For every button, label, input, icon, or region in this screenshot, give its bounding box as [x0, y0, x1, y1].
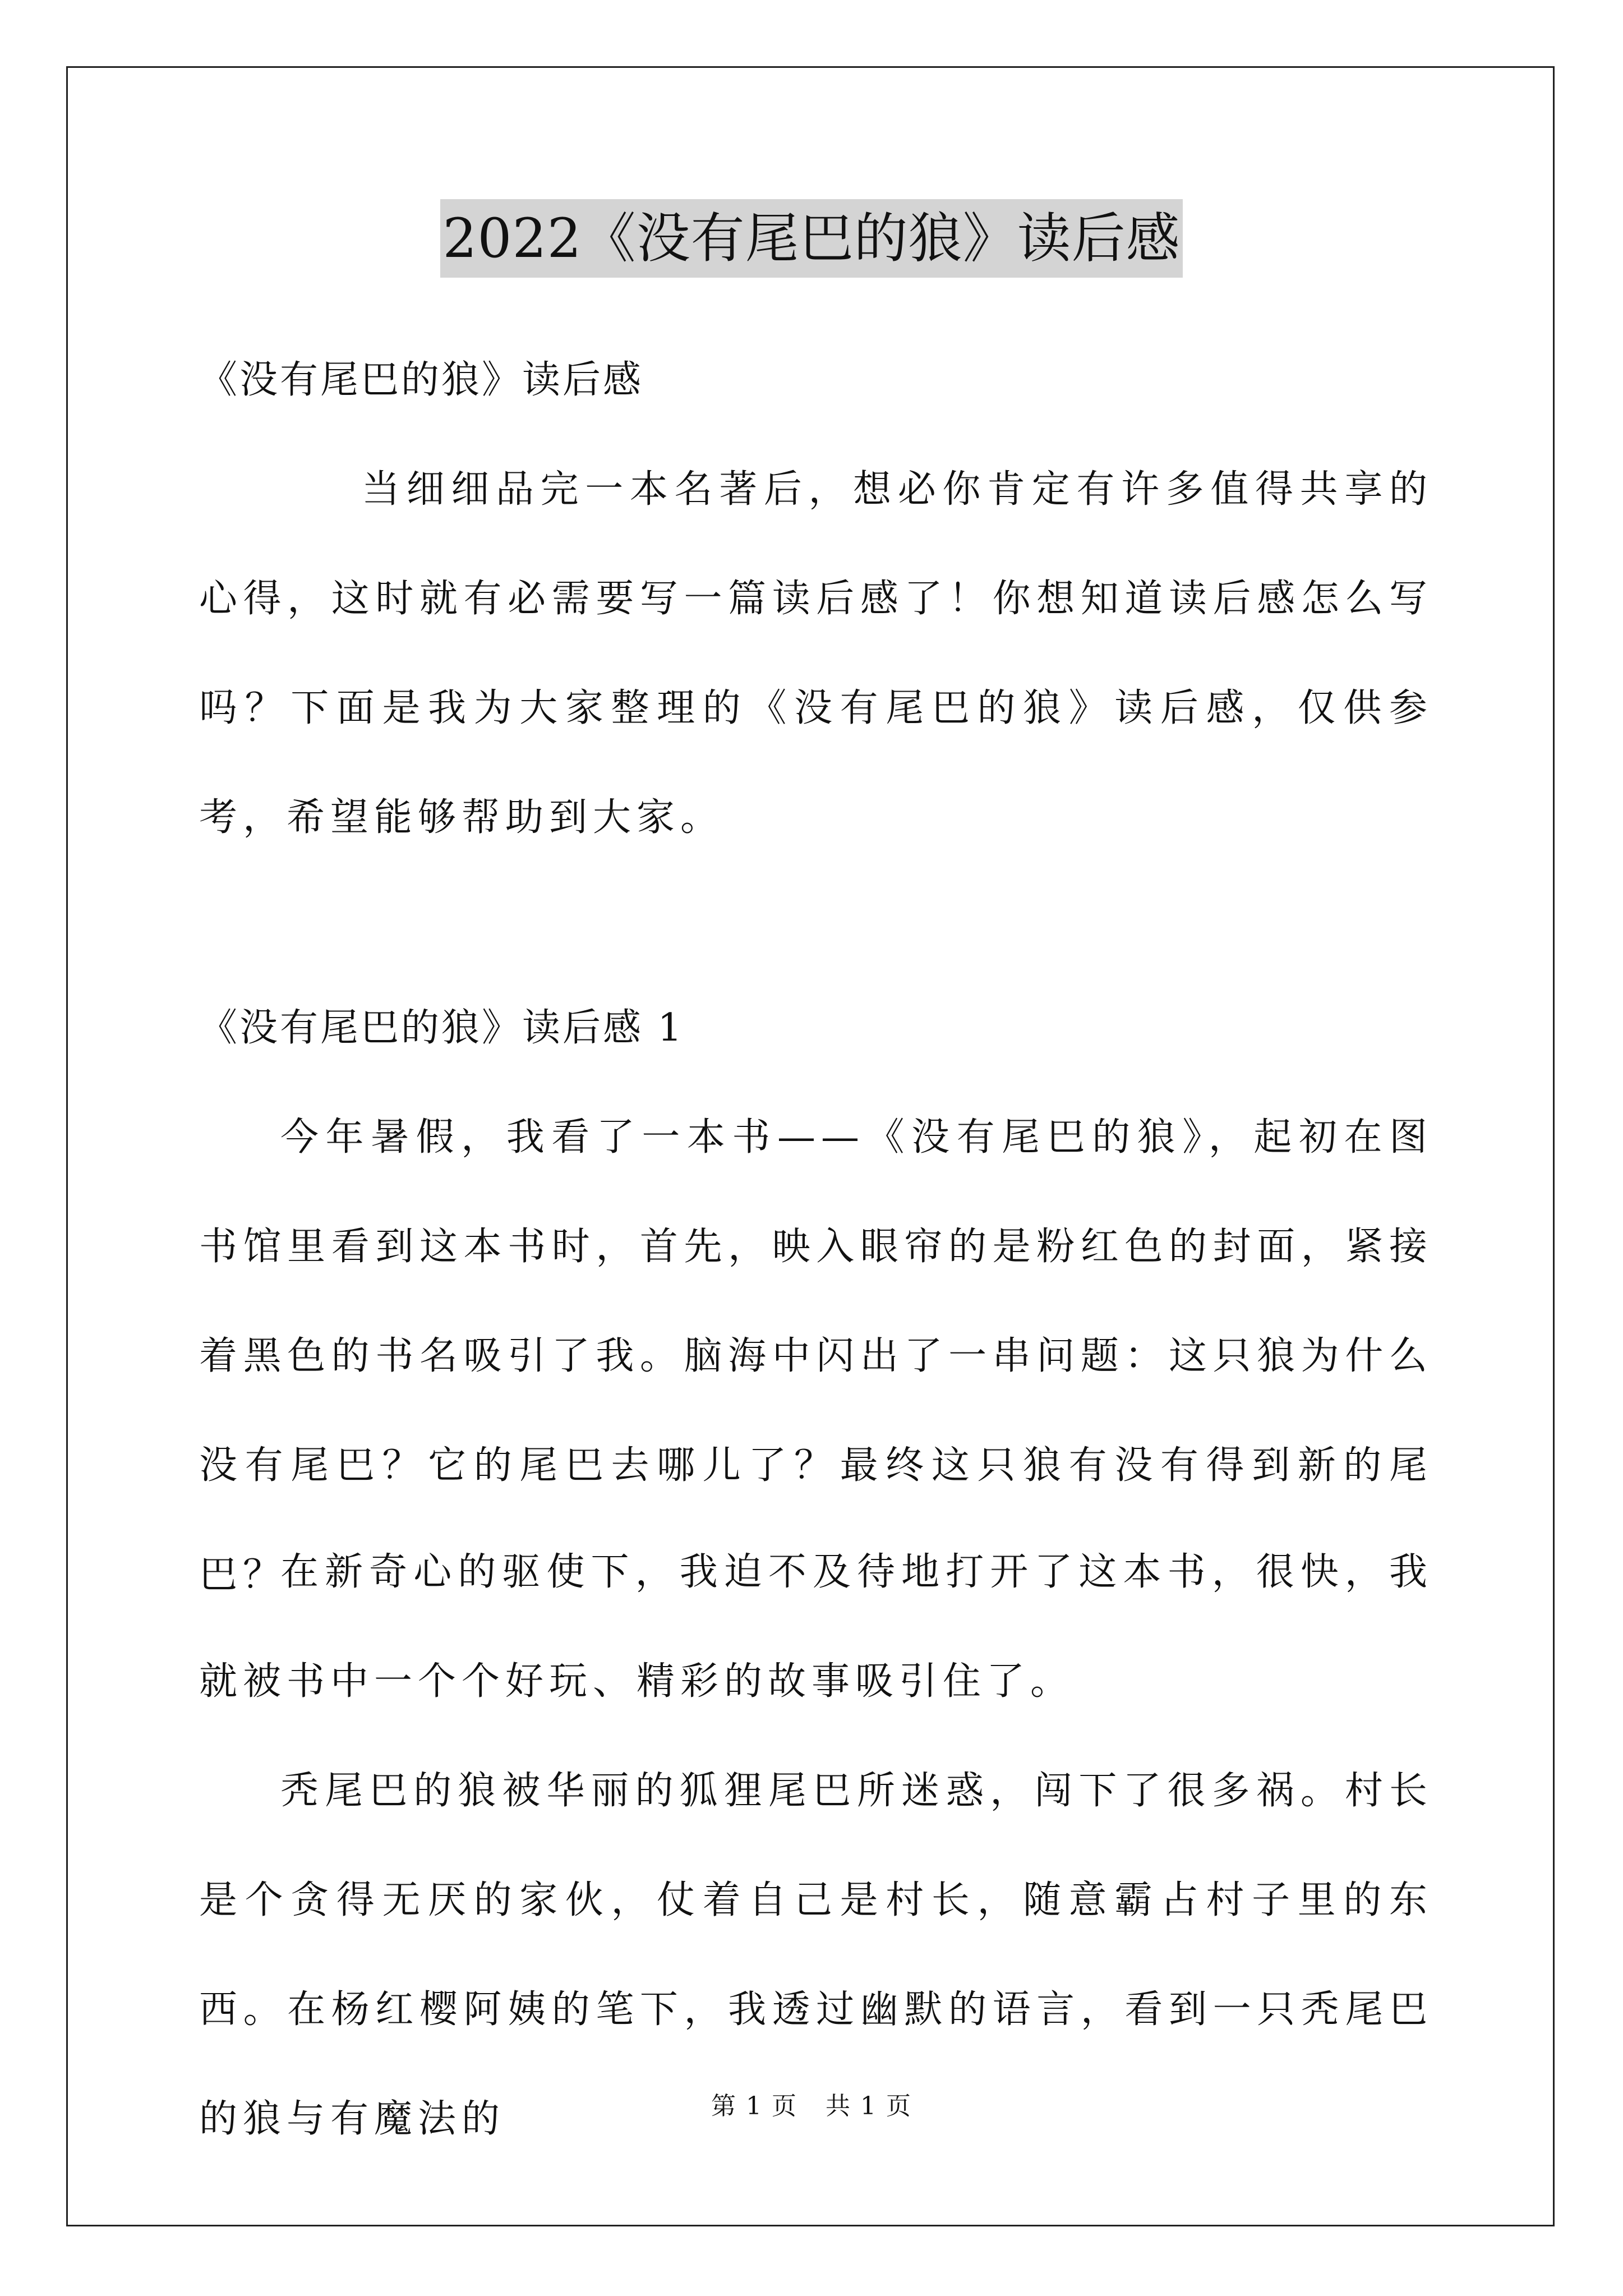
body-paragraph-1: 今年暑假，我看了一本书——《没有尾巴的狼》，起初在图书馆里看到这本书时，首先，映入眼帘的是粉红色的封面，紧接着黑色的书名吸引了我。脑海中闪出了一串问题：这只狼为什么没有尾巴？它的尾巴去哪儿了？最终这只狼有没有得到新的尾巴？ [199, 1115, 1433, 1597]
document-title: 2022《没有尾巴的狼》读后感 [440, 199, 1182, 278]
page-footer [0, 2090, 1623, 2123]
body-paragraph-2: 在新奇心的驱使下，我迫不及待地打开了这本书，很快，我就被书中一个个好玩、精彩的故事吸引住了。 [199, 1550, 1433, 1704]
document-subtitle: 《没有尾巴的狼》读后感 [199, 358, 644, 402]
section-heading: 《没有尾巴的狼》读后感 1 [199, 1006, 684, 1050]
intro-paragraph: 当细细品完一本名著后，想必你肯定有许多值得共享的心得，这时就有必需要写一篇读后感了！你想知道读后感怎么写吗？下面是我为大家整理的《没有尾巴的狼》读后感，仅供参考，希望能够帮助到大家。 [199, 467, 1433, 840]
page-total: 共 1 页 [826, 2092, 912, 2120]
title-container [0, 199, 1623, 278]
body-paragraph-3: 秃尾巴的狼被华丽的狐狸尾巴所迷惑，闯下了很多祸。村长是个贪得无厌的家伙，仗着自己是村长，随意霸占村子里的东西。在杨红樱阿姨的笔下，我透过幽默的语言，看到一只秃尾巴的狼与有魔法的 [199, 1769, 1433, 2141]
page-number: 第 1 页 [711, 2092, 797, 2120]
